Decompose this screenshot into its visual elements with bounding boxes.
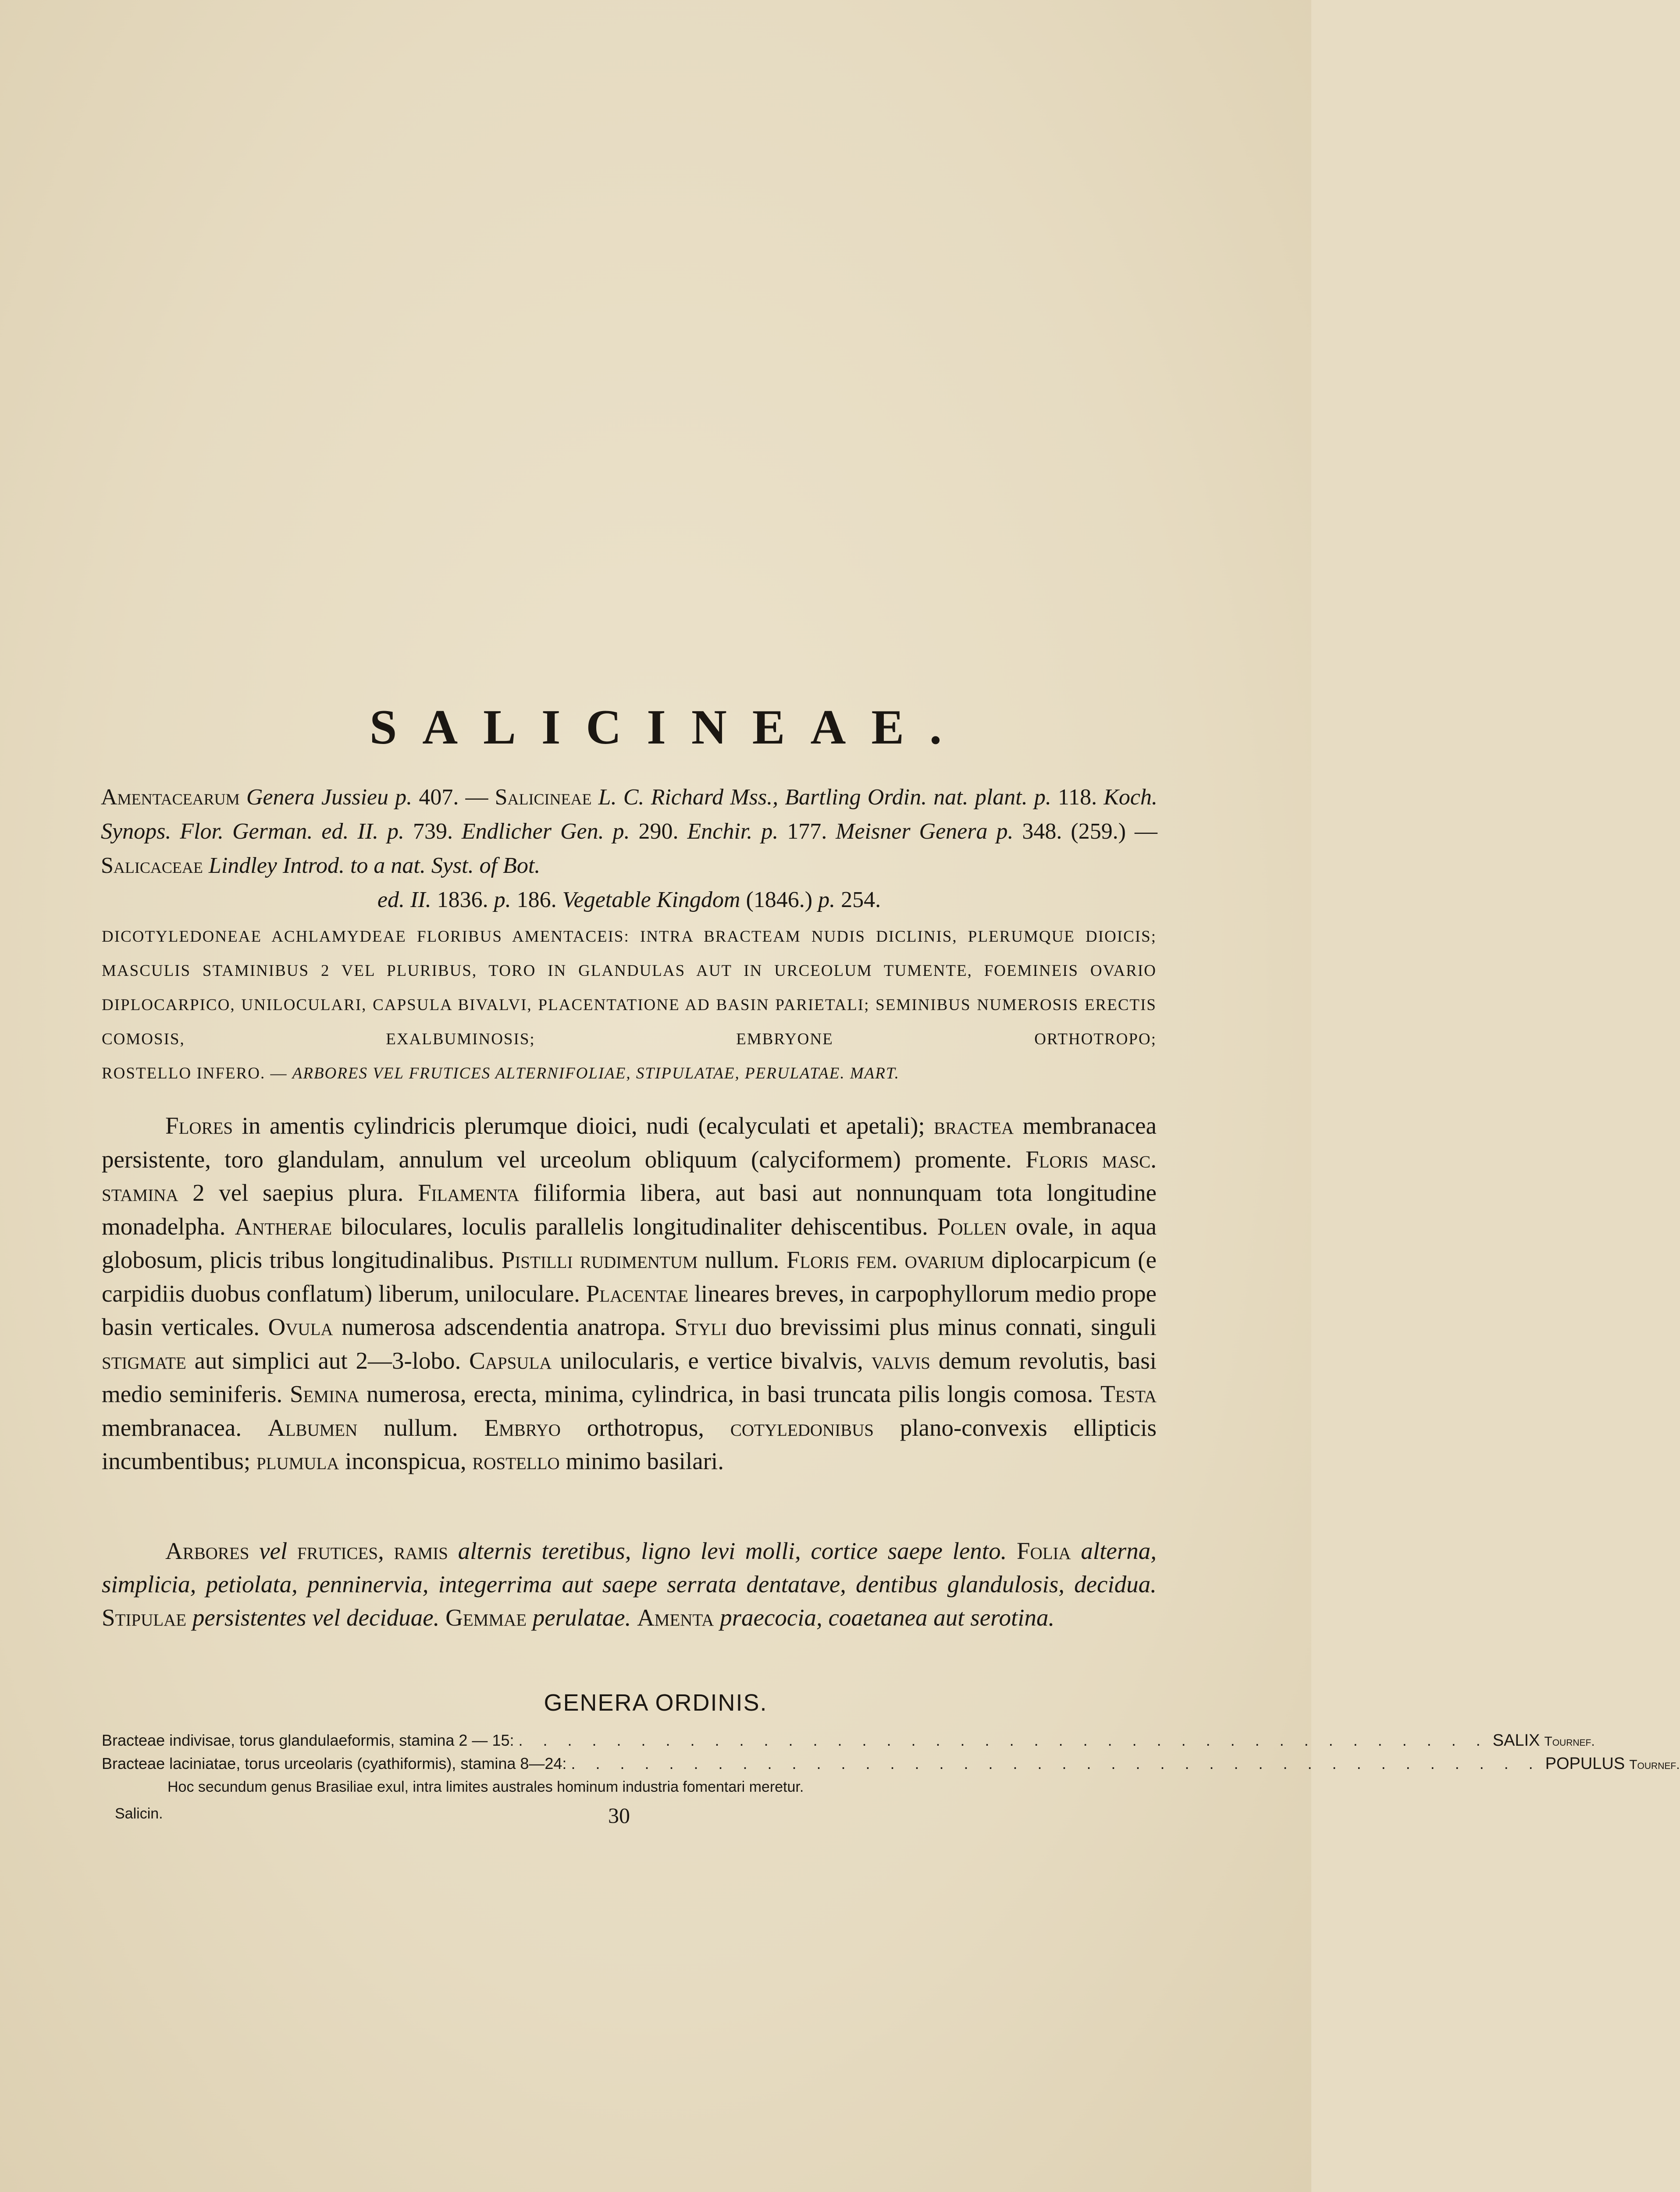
- small-caps-term: ramis: [394, 1537, 448, 1564]
- text-run: vel: [249, 1537, 297, 1564]
- synonymy-line-2: [101, 883, 1157, 917]
- character-text: DICOTYLEDONEAE ACHLAMYDEAE FLORIBUS AMENTACEIS: INTRA BRACTEAM NUDIS DICLINIS, PLERUMQUE DIOICIS; MASCULIS STAMINIBUS 2 VEL PLURIBUS, TORO IN GLANDULAS AUT IN URCEOLUM TUMENTE, FOEMINEIS OVARIO DIPLOCARPICO, UNILOCULARI, CAPSULA BIVALVI, PLACENTATIONE AD BASIN PARIETALI; SEMINIBUS NUMEROSIS ERECTIS COMOSIS, EXALBUMINOSIS; EMBRYONE ORTHOTROPO;: [102, 928, 1157, 1048]
- habit-paragraph: [102, 1534, 1157, 1634]
- small-caps-term: Salicineae: [495, 785, 598, 810]
- small-caps-term: rostello: [472, 1448, 560, 1474]
- italic-text: Lindley Introd. to a nat. Syst. of Bot.: [208, 853, 541, 878]
- text-run: ,: [378, 1537, 394, 1564]
- small-caps-term: Amentacearum: [101, 785, 246, 810]
- text-run: numerosa adscendentia anatropa.: [333, 1313, 675, 1340]
- text-run: nullum.: [698, 1246, 787, 1273]
- small-caps-term: Amenta: [637, 1604, 714, 1631]
- leader-dots: . . . . . . . . . . . . . . . . . . . . . . . . . . . . . . . . . . . . . . . .: [518, 1731, 1488, 1749]
- character-last: ROSTELLO INFERO. —: [102, 1064, 288, 1082]
- italic-text: Genera Jussieu p.: [246, 785, 413, 810]
- page-title: SALICINEAE.: [369, 700, 968, 754]
- text-run: aut simplici aut 2—3-lobo.: [186, 1347, 470, 1374]
- text-run: 118.: [1051, 785, 1104, 810]
- genus-name: [1545, 1753, 1680, 1776]
- text-run: alternis teretibus, ligno levi molli, cortice saepe lento.: [448, 1537, 1017, 1564]
- text-run: minimo basilari.: [559, 1448, 724, 1474]
- genus-author: Tournef.: [1544, 1734, 1595, 1749]
- small-caps-term: Floris fem. ovarium: [786, 1246, 984, 1273]
- small-caps-term: Placentae: [586, 1280, 688, 1307]
- genus-author: Tournef.: [1629, 1758, 1680, 1772]
- small-caps-term: stigmate: [102, 1347, 186, 1374]
- small-caps-term: Floris masc. stamina: [102, 1146, 1157, 1206]
- text-run: perulatae.: [527, 1604, 637, 1631]
- character-last-line: [102, 1057, 1157, 1091]
- small-caps-term: Gemmae: [445, 1604, 527, 1631]
- text-run: inconspicua,: [339, 1448, 473, 1474]
- description-paragraph: [102, 1109, 1157, 1478]
- italic-text: Koch. Synops. Flor. German. ed. II. p.: [101, 785, 1158, 844]
- small-caps-term: Albumen: [267, 1414, 358, 1441]
- italic-text: L. C. Richard Mss., Bartling Ordin. nat. plant. p.: [598, 785, 1051, 810]
- text-run: 186.: [511, 887, 562, 912]
- text-run: persistentes vel deciduae.: [186, 1604, 446, 1631]
- text-run: 407. —: [412, 785, 495, 810]
- text-run: 290.: [630, 819, 687, 844]
- italic-text: p.: [494, 887, 511, 912]
- genus-name: [1493, 1729, 1595, 1753]
- text-run: plano-convexis ellipticis incumbentibus;: [102, 1414, 1157, 1474]
- small-caps-term: Embryo: [484, 1414, 561, 1441]
- text-run: 254.: [835, 887, 881, 912]
- italic-text: Enchir. p.: [687, 819, 779, 844]
- small-caps-term: bractea: [934, 1112, 1014, 1139]
- text-run: numerosa, erecta, minima, cylindrica, in basi truncata pilis longis comosa.: [359, 1381, 1101, 1407]
- character-author: MART.: [850, 1064, 900, 1082]
- small-caps-term: Flores: [165, 1112, 233, 1139]
- page-number: 30: [608, 1803, 630, 1828]
- genera-row: [102, 1753, 1680, 1776]
- text-run: unilocularis, e vertice bivalvis,: [552, 1347, 872, 1374]
- genera-row: [102, 1729, 1595, 1753]
- genera-heading: GENERA ORDINIS.: [544, 1690, 768, 1716]
- small-caps-term: valvis: [871, 1347, 930, 1374]
- small-caps-term: Pollen: [937, 1213, 1007, 1240]
- genus-label: SALIX: [1492, 1731, 1540, 1750]
- genera-row-desc: Bracteae indivisae, torus glandulaeformis, stamina 2 — 15:: [102, 1731, 514, 1749]
- small-caps-term: Pistilli rudimentum: [501, 1246, 698, 1273]
- small-caps-term: Filamenta: [418, 1179, 520, 1206]
- text-run: membranacea.: [102, 1414, 268, 1441]
- small-caps-term: Arbores: [165, 1537, 249, 1564]
- text-run: 1836.: [431, 887, 494, 912]
- text-run: 177.: [778, 819, 836, 844]
- italic-text: Meisner Genera p.: [836, 819, 1014, 844]
- italic-text: Endlicher Gen. p.: [461, 819, 630, 844]
- synonymy-line-1: [101, 785, 1157, 878]
- genera-key: [102, 1729, 1680, 1798]
- text-run: biloculares, loculis parallelis longitudinaliter dehiscentibus.: [332, 1213, 937, 1240]
- character-habit: ARBORES VEL FRUTICES ALTERNIFOLIAE, STIPULATAE, PERULATAE.: [292, 1064, 845, 1082]
- text-run: in amentis cylindricis plerumque dioici, nudi (ecalyculati et apetali);: [233, 1112, 934, 1139]
- text-run: demum revolutis, basi medio seminiferis.: [102, 1347, 1157, 1407]
- text-run: ovale, in aqua globosum, plicis tribus longitudinalibus.: [102, 1213, 1157, 1273]
- text-run: alterna, simplicia, petiolata, penninervia, integerrima aut saepe serrata dentatave, dentibus glandulosis, decidua.: [102, 1537, 1157, 1598]
- ordinal-character: [102, 920, 1157, 1091]
- text-run: orthotropus,: [560, 1414, 730, 1441]
- small-caps-term: Antherae: [235, 1213, 332, 1240]
- text-run: filiformia libera, aut basi aut nonnunquam tota longitudine monadelpha.: [102, 1179, 1157, 1240]
- synonymy-paragraph: [101, 780, 1157, 917]
- small-caps-term: plumula: [256, 1448, 339, 1474]
- text-run: 348. (259.) —: [1013, 819, 1157, 844]
- text-run: 2 vel saepius plura.: [178, 1179, 418, 1206]
- text-run: (1846.): [740, 887, 819, 912]
- small-caps-term: Testa: [1100, 1381, 1157, 1407]
- signature-mark: Salicin.: [115, 1805, 163, 1822]
- italic-text: ed. II.: [377, 887, 431, 912]
- text-run: nullum.: [357, 1414, 484, 1441]
- small-caps-term: cotyledonibus: [730, 1414, 874, 1441]
- leader-dots: . . . . . . . . . . . . . . . . . . . . . . . . . . . . . . . . . . . . . . . .: [571, 1754, 1541, 1772]
- text-run: lineares breves, in carpophyllorum medio prope basin verticales.: [102, 1280, 1157, 1340]
- genus-label: POPULUS: [1545, 1754, 1625, 1773]
- text-run: 739.: [404, 819, 462, 844]
- genera-note: Hoc secundum genus Brasiliae exul, intra limites australes hominum industria fomentari meretur.: [167, 1779, 804, 1795]
- small-caps-term: Ovula: [268, 1313, 333, 1340]
- small-caps-term: Stipulae: [102, 1604, 187, 1631]
- italic-text: Vegetable Kingdom: [562, 887, 740, 912]
- genera-row-desc: Bracteae laciniatae, torus urceolaris (cyathiformis), stamina 8—24:: [102, 1754, 567, 1772]
- small-caps-term: Capsula: [469, 1347, 552, 1374]
- text-run: duo brevissimi plus minus connati, singuli: [726, 1313, 1157, 1340]
- text-run: praecocia, coaetanea aut serotina.: [714, 1604, 1055, 1631]
- small-caps-term: Folia: [1016, 1537, 1071, 1564]
- text-run: diplocarpicum (e carpidiis duobus conflatum) liberum, uniloculare.: [102, 1246, 1157, 1307]
- text-run: membranacea persistente, toro glandulam, annulum vel urceolum obliquum (calyciformem) promente.: [102, 1112, 1157, 1173]
- small-caps-term: Salicaceae: [101, 853, 209, 878]
- italic-text: p.: [818, 887, 836, 912]
- small-caps-term: frutices: [297, 1537, 378, 1564]
- small-caps-term: Styli: [674, 1313, 727, 1340]
- small-caps-term: Semina: [289, 1381, 359, 1407]
